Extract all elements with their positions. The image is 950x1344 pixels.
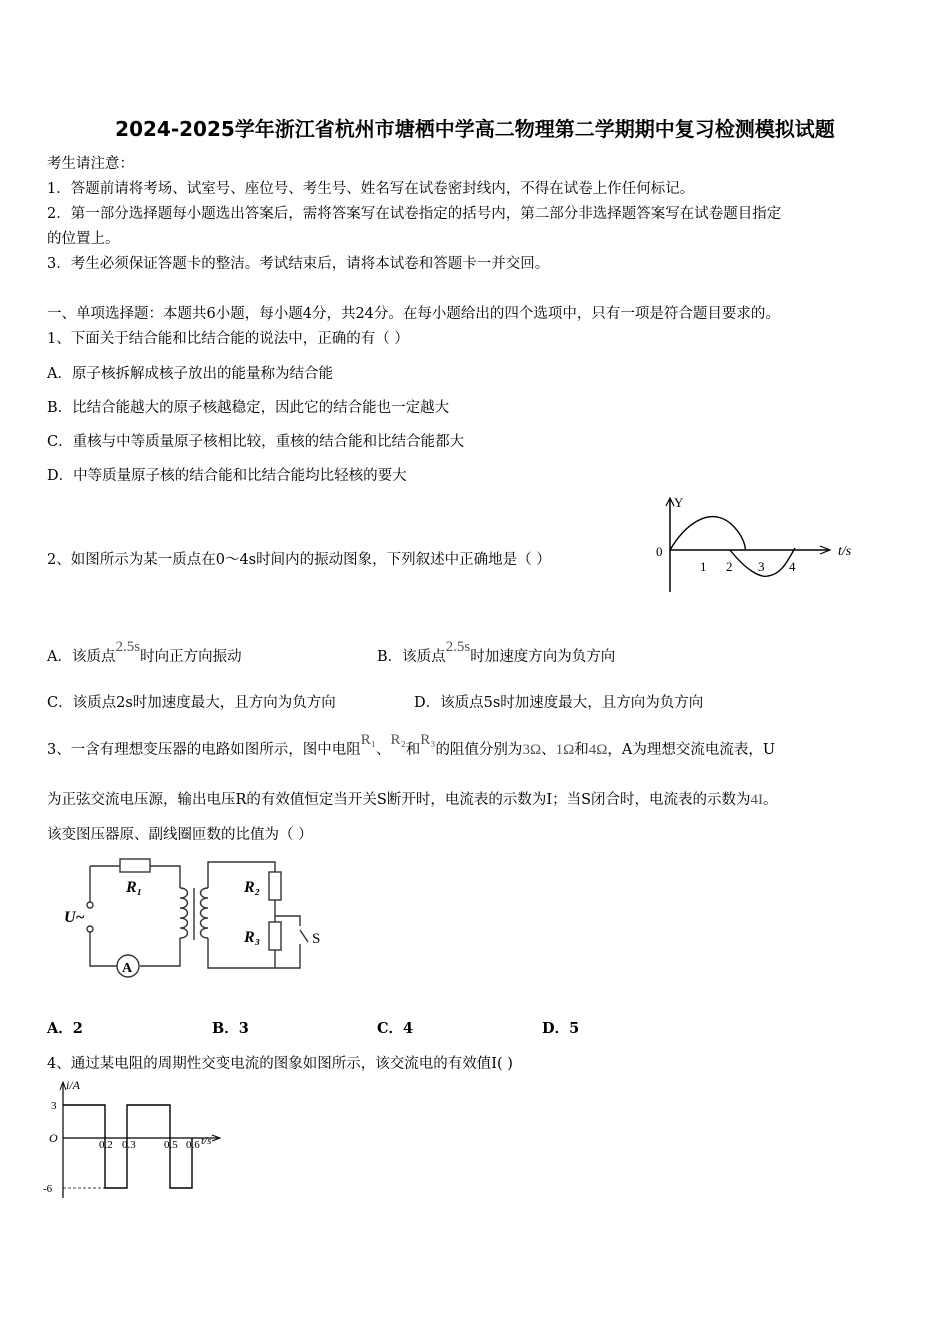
notice-item-1: 1．答题前请将考场、试室号、座位号、考生号、姓名写在试卷密封线内，不得在试卷上作任何标记。 — [47, 181, 695, 197]
q3-label-r1: R₁ — [126, 879, 143, 896]
q2-b-math: 2.5s — [445, 639, 471, 655]
q2-option-d: D．该质点5s时加速度最大，且方向为负方向 — [414, 695, 704, 711]
q4-y-tick-3: 3 — [51, 1100, 57, 1112]
q2-a-math: 2.5s — [115, 639, 141, 655]
q3-option-d: D．5 — [542, 1020, 580, 1037]
q3-wire — [275, 916, 300, 926]
q4-y-label: i/A — [66, 1078, 80, 1092]
q2-tick-2: 2 — [726, 559, 733, 574]
q3-resistor-r3 — [269, 922, 281, 950]
q3-wire — [208, 862, 275, 888]
q3-label-ammeter: A — [122, 961, 133, 976]
q3-circuit-diagram — [60, 848, 340, 988]
q2-option-c: C．该质点2s时加速度最大，且方向为负方向 — [47, 695, 336, 711]
q3-label-r3: R₃ — [244, 929, 261, 946]
q4-origin-label: O — [49, 1131, 58, 1145]
q3-line-3: 该变图压器原、副线圈匝数的比值为（ ） — [47, 827, 313, 843]
q3-r1: R₁ — [360, 732, 376, 748]
q3-switch — [300, 930, 308, 942]
q3-source-terminal — [87, 926, 93, 932]
q2-curve-upper — [670, 517, 745, 550]
q2-origin-label: 0 — [656, 544, 663, 559]
q3-r2: R₂ — [390, 732, 406, 748]
q2-option-b: B．该质点2.5s时加速度方向为负方向 — [377, 639, 616, 665]
q3-line-2: 为正弦交流电压源，输出电压R的有效值恒定当开关S断开时，电流表的示数为I；当S闭合时，电流表的示数为4I。 — [47, 792, 778, 808]
q1-option-a: A．原子核拆解成核子放出的能量称为结合能 — [47, 366, 333, 382]
q4-x-tick-0.5: 0.5 — [164, 1139, 178, 1151]
q2-vibration-graph — [650, 492, 870, 602]
q3-option-a: A．2 — [47, 1020, 83, 1037]
q3-source-terminal — [87, 902, 93, 908]
q4-x-label: t/s — [201, 1135, 212, 1147]
q3-r3: R₃ — [420, 732, 436, 748]
notice-heading: 考生请注意： — [47, 156, 134, 172]
notice-item-2: 2．第一部分选择题每小题选出答案后，需将答案写在试卷指定的括号内，第二部分非选择题答案写在试卷题目指定 — [47, 206, 782, 222]
q2-tick-4: 4 — [789, 559, 796, 574]
q2-y-label: Y — [674, 495, 684, 510]
q1-stem: 1、下面关于结合能和比结合能的说法中，正确的有（ ） — [47, 331, 409, 347]
q4-x-tick-0.6: 0.6 — [186, 1139, 200, 1151]
q3-label-r2: R₂ — [244, 879, 261, 896]
q1-option-d: D．中等质量原子核的结合能和比结合能均比轻核的要大 — [47, 468, 407, 484]
q2-option-a: A．该质点2.5s时向正方向振动 — [47, 639, 242, 665]
notice-item-3: 3．考生必须保证答题卡的整洁。考试结束后，请将本试卷和答题卡一并交回。 — [47, 256, 550, 272]
q2-x-label: t/s — [838, 544, 852, 559]
q3-option-c: C．4 — [377, 1020, 414, 1037]
q3-line-1: 3、一含有理想变压器的电路如图所示，图中电阻R₁、R₂和R₃的阻值分别为3Ω、1Ω和4Ω，A为理想交流电流表，U — [47, 732, 776, 758]
q3-wire — [140, 938, 180, 966]
q4-y-tick-neg6: -6 — [43, 1183, 53, 1195]
section-heading: 一、单项选择题：本题共6小题，每小题4分，共24分。在每小题给出的四个选项中，只有一项是符合题目要求的。 — [47, 306, 780, 322]
q3-wire — [90, 932, 117, 966]
q3-label-u: U~ — [64, 909, 85, 926]
notice-item-2-cont: 的位置上。 — [47, 231, 120, 247]
q3-resistor-r1 — [120, 859, 150, 872]
q3-resistor-r2 — [269, 872, 281, 900]
q3-primary-coil — [180, 888, 188, 938]
q2-tick-1: 1 — [700, 559, 707, 574]
q1-option-c: C．重核与中等质量原子核相比较，重核的结合能和比结合能都大 — [47, 434, 465, 450]
q3-secondary-coil — [201, 888, 209, 938]
q3-label-switch: S — [312, 931, 321, 947]
q2-stem: 2、如图所示为某一质点在0～4s时间内的振动图象，下列叙述中正确地是（ ） — [47, 552, 551, 568]
q4-x-tick-0.3: 0.3 — [122, 1139, 136, 1151]
q2-tick-3: 3 — [758, 559, 765, 574]
q4-stem: 4、通过某电阻的周期性交变电流的图象如图所示，该交流电的有效值I( ) — [47, 1056, 513, 1072]
q4-current-graph — [40, 1076, 240, 1206]
q4-x-tick-0.2: 0.2 — [99, 1139, 113, 1151]
q3-option-b: B．3 — [212, 1020, 249, 1037]
q1-option-b: B．比结合能越大的原子核越稳定，因此它的结合能也一定越大 — [47, 400, 450, 416]
page-title: 2024-2025学年浙江省杭州市塘栖中学高二物理第二学期期中复习检测模拟试题 — [115, 117, 835, 141]
q3-wire — [150, 866, 180, 888]
